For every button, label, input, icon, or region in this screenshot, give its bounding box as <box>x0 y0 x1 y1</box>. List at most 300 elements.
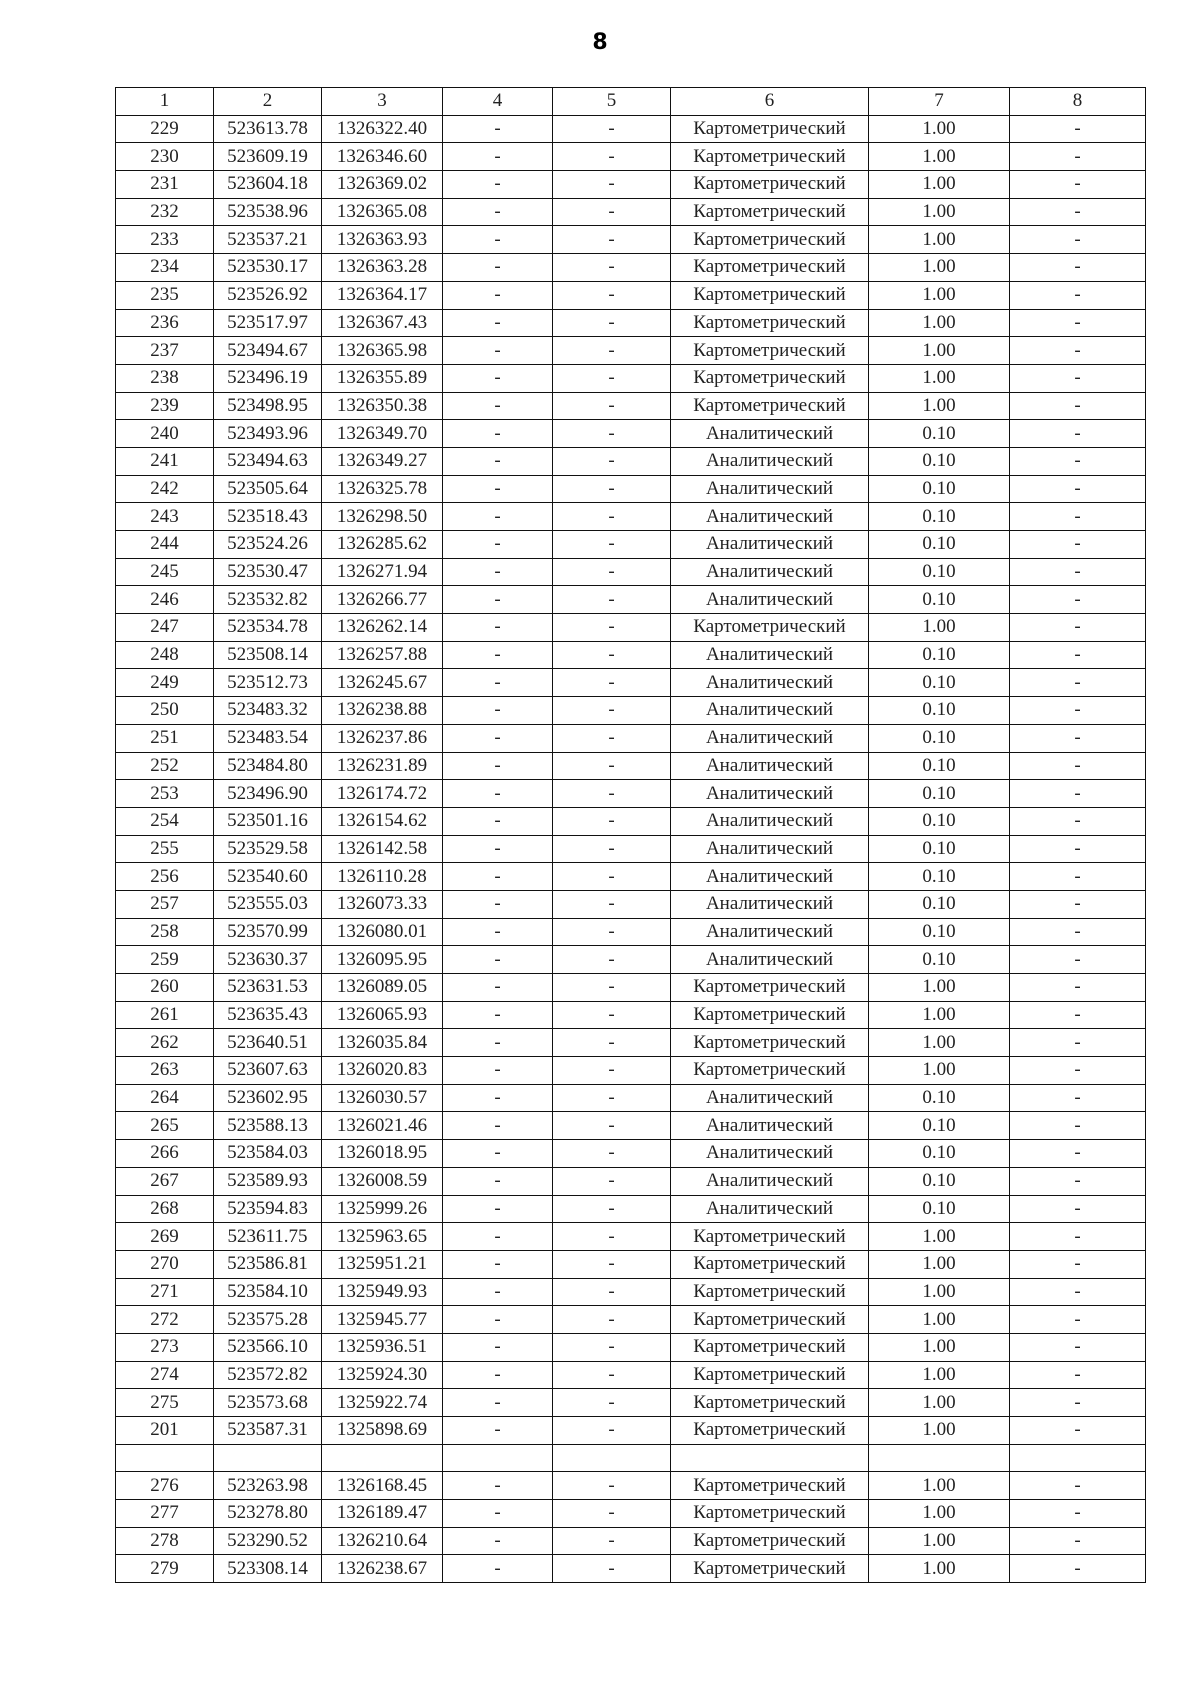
table-cell-col8: - <box>1010 254 1146 282</box>
table-cell-col4: - <box>443 558 553 586</box>
table-cell-col5: - <box>553 198 671 226</box>
table-cell-col2: 523530.47 <box>214 558 322 586</box>
table-cell-col5: - <box>553 171 671 199</box>
table-cell-col2: 523517.97 <box>214 309 322 337</box>
table-cell-col1: 248 <box>116 641 214 669</box>
table-cell-col2: 523540.60 <box>214 863 322 891</box>
table-row <box>116 1029 1146 1057</box>
table-cell-col8: - <box>1010 198 1146 226</box>
table-cell-col5: - <box>553 420 671 448</box>
table-cell-col5: - <box>553 392 671 420</box>
table-cell-col1: 255 <box>116 835 214 863</box>
table-cell-col7: 1.00 <box>869 281 1010 309</box>
table-cell-col8: - <box>1010 1223 1146 1251</box>
table-cell-col5: - <box>553 1112 671 1140</box>
table-cell-col6: Аналитический <box>671 1167 869 1195</box>
table-cell-col4: - <box>443 143 553 171</box>
table-cell-col4: - <box>443 1333 553 1361</box>
table-cell-col2: 523584.03 <box>214 1140 322 1168</box>
table-cell-col3: 1326262.14 <box>322 614 443 642</box>
table-cell-col7: 0.10 <box>869 641 1010 669</box>
coordinates-table <box>115 87 1146 1583</box>
table-cell-col1: 260 <box>116 974 214 1002</box>
table-cell-col4: - <box>443 1084 553 1112</box>
table-cell-col2: 523572.82 <box>214 1361 322 1389</box>
table-cell-col3: 1326095.95 <box>322 946 443 974</box>
table-cell-col2: 523493.96 <box>214 420 322 448</box>
table-cell-col8: - <box>1010 1361 1146 1389</box>
table-cell-col5: - <box>553 614 671 642</box>
table-cell-col7: 1.00 <box>869 1527 1010 1555</box>
table-cell-col7: 0.10 <box>869 863 1010 891</box>
table-cell-col8: - <box>1010 1140 1146 1168</box>
table-cell-col4: - <box>443 614 553 642</box>
table-cell-col4: - <box>443 198 553 226</box>
table-cell-col7: 0.10 <box>869 807 1010 835</box>
table-cell-col5: - <box>553 447 671 475</box>
table-cell-col7: 0.10 <box>869 558 1010 586</box>
table-cell-col2: 523586.81 <box>214 1250 322 1278</box>
table-row <box>116 143 1146 171</box>
table-cell-col6: Аналитический <box>671 475 869 503</box>
table-cell-col1: 247 <box>116 614 214 642</box>
table-row <box>116 420 1146 448</box>
table-cell-col2: 523555.03 <box>214 890 322 918</box>
table-cell-col8: - <box>1010 1167 1146 1195</box>
table-cell-col6: Аналитический <box>671 752 869 780</box>
table-row <box>116 724 1146 752</box>
table-cell-col6: Картометрический <box>671 974 869 1002</box>
table-cell-col2: 523512.73 <box>214 669 322 697</box>
table-cell-col3: 1326349.27 <box>322 447 443 475</box>
table-cell-col4: - <box>443 724 553 752</box>
table-cell-col8: - <box>1010 614 1146 642</box>
table-row <box>116 558 1146 586</box>
column-header-1: 1 <box>116 88 214 116</box>
table-cell-col5: - <box>553 1195 671 1223</box>
table-cell-col5: - <box>553 974 671 1002</box>
table-cell-col5: - <box>553 890 671 918</box>
table-cell-col8: - <box>1010 1555 1146 1583</box>
table-cell-col8: - <box>1010 724 1146 752</box>
table-cell-col3: 1326238.67 <box>322 1555 443 1583</box>
table-cell-col1: 238 <box>116 364 214 392</box>
table-cell-col4: - <box>443 1555 553 1583</box>
table-cell-col3: 1326298.50 <box>322 503 443 531</box>
table-cell-col7: 1.00 <box>869 1472 1010 1500</box>
table-cell-col7: 0.10 <box>869 475 1010 503</box>
table-cell-col8: - <box>1010 226 1146 254</box>
table-row <box>116 807 1146 835</box>
table-cell-col8: - <box>1010 1057 1146 1085</box>
table-cell-col1: 231 <box>116 171 214 199</box>
table-cell-col1: 257 <box>116 890 214 918</box>
table-row <box>116 1057 1146 1085</box>
table-cell-col3: 1326174.72 <box>322 780 443 808</box>
table-cell-col3: 1326369.02 <box>322 171 443 199</box>
table-cell-col2: 523613.78 <box>214 115 322 143</box>
table-cell-col4: - <box>443 946 553 974</box>
table-cell-col5: - <box>553 1389 671 1417</box>
table-cell-col6: Аналитический <box>671 890 869 918</box>
table-cell-col2: 523308.14 <box>214 1555 322 1583</box>
table-cell-col2: 523631.53 <box>214 974 322 1002</box>
table-cell-col4: - <box>443 669 553 697</box>
table-cell-col5: - <box>553 1029 671 1057</box>
table-row <box>116 198 1146 226</box>
table-cell-col6: Аналитический <box>671 918 869 946</box>
table-cell-col6: Картометрический <box>671 1306 869 1334</box>
table-cell-col1: 266 <box>116 1140 214 1168</box>
table-row <box>116 697 1146 725</box>
table-cell-col3: 1326238.88 <box>322 697 443 725</box>
table-cell-col6: Картометрический <box>671 1029 869 1057</box>
table-cell-col5: - <box>553 1527 671 1555</box>
table-cell-col7: 0.10 <box>869 946 1010 974</box>
table-row <box>116 669 1146 697</box>
table-cell-col8: - <box>1010 115 1146 143</box>
table-cell-col4: - <box>443 392 553 420</box>
table-cell-col5: - <box>553 1472 671 1500</box>
table-row <box>116 974 1146 1002</box>
table-cell-col3: 1325951.21 <box>322 1250 443 1278</box>
table-cell-col8: - <box>1010 503 1146 531</box>
table-cell-col3: 1325949.93 <box>322 1278 443 1306</box>
table-cell-col1: 259 <box>116 946 214 974</box>
table-cell-col6: Картометрический <box>671 1057 869 1085</box>
table-cell-col4: - <box>443 475 553 503</box>
table-cell-col8: - <box>1010 1195 1146 1223</box>
table-cell-col1: 246 <box>116 586 214 614</box>
table-cell-col8: - <box>1010 1333 1146 1361</box>
table-cell-col1: 242 <box>116 475 214 503</box>
table-cell-col5: - <box>553 724 671 752</box>
table-cell-col7: 0.10 <box>869 697 1010 725</box>
table-cell-col6: Картометрический <box>671 337 869 365</box>
table-cell-col7: 0.10 <box>869 835 1010 863</box>
table-cell-col1: 245 <box>116 558 214 586</box>
table-cell-col1: 201 <box>116 1417 214 1445</box>
table-cell-col7: 0.10 <box>869 447 1010 475</box>
table-cell-col8: - <box>1010 641 1146 669</box>
table-cell-col4: - <box>443 1001 553 1029</box>
table-cell-col3: 1326325.78 <box>322 475 443 503</box>
table-cell-col6: Картометрический <box>671 1001 869 1029</box>
table-cell-col8: - <box>1010 392 1146 420</box>
table-cell-col8: - <box>1010 531 1146 559</box>
column-header-5: 5 <box>553 88 671 116</box>
table-row <box>116 1472 1146 1500</box>
table-cell-col8: - <box>1010 364 1146 392</box>
table-row <box>116 1306 1146 1334</box>
table-cell-col7: 1.00 <box>869 364 1010 392</box>
table-cell-col4: - <box>443 1057 553 1085</box>
table-cell-col1: 267 <box>116 1167 214 1195</box>
table-cell-col5: - <box>553 1084 671 1112</box>
table-cell-col2: 523594.83 <box>214 1195 322 1223</box>
table-cell-col3: 1326349.70 <box>322 420 443 448</box>
page-number: 8 <box>592 30 608 55</box>
table-cell-col2: 523570.99 <box>214 918 322 946</box>
table-cell-col4: - <box>443 1306 553 1334</box>
table-cell-col3: 1326030.57 <box>322 1084 443 1112</box>
table-cell-col7: 0.10 <box>869 1167 1010 1195</box>
table-cell-col8: - <box>1010 918 1146 946</box>
table-cell-col1: 269 <box>116 1223 214 1251</box>
table-row <box>116 309 1146 337</box>
table-cell-col3: 1325936.51 <box>322 1333 443 1361</box>
table-cell-col7: 1.00 <box>869 1306 1010 1334</box>
table-cell-col1: 251 <box>116 724 214 752</box>
table-cell-col2: 523573.68 <box>214 1389 322 1417</box>
table-row <box>116 1527 1146 1555</box>
table-cell-col4: - <box>443 364 553 392</box>
table-cell-col7: 1.00 <box>869 1417 1010 1445</box>
table-cell-col3: 1326363.93 <box>322 226 443 254</box>
table-cell-col7: 1.00 <box>869 1278 1010 1306</box>
table-cell-col5: - <box>553 1057 671 1085</box>
table-cell-col7: 1.00 <box>869 1001 1010 1029</box>
table-cell-col3: 1326237.86 <box>322 724 443 752</box>
table-cell-col5: - <box>553 115 671 143</box>
table-cell-col2: 523263.98 <box>214 1472 322 1500</box>
table-cell-col7: 1.00 <box>869 337 1010 365</box>
table-row <box>116 1555 1146 1583</box>
table-cell-col4: - <box>443 115 553 143</box>
table-cell-col7: 1.00 <box>869 1333 1010 1361</box>
table-row <box>116 863 1146 891</box>
table-cell-col6: Картометрический <box>671 198 869 226</box>
table-cell-col7: 1.00 <box>869 1250 1010 1278</box>
table-cell-col1: 253 <box>116 780 214 808</box>
table-cell-col1: 250 <box>116 697 214 725</box>
table-cell-col6: Картометрический <box>671 226 869 254</box>
table-cell-col7: 1.00 <box>869 198 1010 226</box>
table-cell-col8: - <box>1010 780 1146 808</box>
table-cell-col2: 523566.10 <box>214 1333 322 1361</box>
table-row <box>116 835 1146 863</box>
table-cell-col2: 523587.31 <box>214 1417 322 1445</box>
table-cell-col6: Аналитический <box>671 1140 869 1168</box>
table-cell-col7: 0.10 <box>869 724 1010 752</box>
table-cell-col2: 523589.93 <box>214 1167 322 1195</box>
table-cell-col8: - <box>1010 171 1146 199</box>
table-cell-col1: 273 <box>116 1333 214 1361</box>
table-cell-col5: - <box>553 752 671 780</box>
table-cell-col6: Картометрический <box>671 309 869 337</box>
table-cell-col5: - <box>553 503 671 531</box>
table-cell-col8: - <box>1010 558 1146 586</box>
table-cell-col4: - <box>443 447 553 475</box>
column-header-7: 7 <box>869 88 1010 116</box>
table-cell-col3: 1325945.77 <box>322 1306 443 1334</box>
table-cell-col6: Картометрический <box>671 1361 869 1389</box>
table-cell-col7: 1.00 <box>869 614 1010 642</box>
table-cell-col8: - <box>1010 1527 1146 1555</box>
table-cell-col5: - <box>553 1500 671 1528</box>
table-cell-col2: 523496.90 <box>214 780 322 808</box>
table-cell-col2: 523640.51 <box>214 1029 322 1057</box>
table-cell-col3: 1325963.65 <box>322 1223 443 1251</box>
table-cell-col3: 1325922.74 <box>322 1389 443 1417</box>
table-cell-col8: - <box>1010 974 1146 1002</box>
table-cell-col7: 1.00 <box>869 1057 1010 1085</box>
table-row <box>116 337 1146 365</box>
table-cell-col7: 1.00 <box>869 171 1010 199</box>
table-cell-col5: - <box>553 1001 671 1029</box>
table-cell-col7: 0.10 <box>869 1140 1010 1168</box>
table-cell-col8: - <box>1010 1500 1146 1528</box>
table-cell-col6: Картометрический <box>671 171 869 199</box>
table-row <box>116 1112 1146 1140</box>
table-header <box>116 88 1146 116</box>
table-cell-col7: 0.10 <box>869 1084 1010 1112</box>
table-cell-col3: 1325924.30 <box>322 1361 443 1389</box>
table-row <box>116 1195 1146 1223</box>
table-cell-col5: - <box>553 558 671 586</box>
table-cell-col3: 1326231.89 <box>322 752 443 780</box>
table-cell-col6: Аналитический <box>671 1084 869 1112</box>
table-row <box>116 171 1146 199</box>
table-cell-col6: Картометрический <box>671 1472 869 1500</box>
table-cell-col2: 523630.37 <box>214 946 322 974</box>
table-cell-col6: Картометрический <box>671 1500 869 1528</box>
table-row <box>116 475 1146 503</box>
table-cell-col5: - <box>553 1140 671 1168</box>
table-cell-col6: Картометрический <box>671 1417 869 1445</box>
table-cell-col5: - <box>553 1361 671 1389</box>
table-cell-col3: 1326020.83 <box>322 1057 443 1085</box>
table-cell-col5: - <box>553 1278 671 1306</box>
table-cell-col1: 261 <box>116 1001 214 1029</box>
table-cell-col5: - <box>553 337 671 365</box>
table-cell-col2: 523575.28 <box>214 1306 322 1334</box>
table-cell-col1: 263 <box>116 1057 214 1085</box>
table-cell-col4: - <box>443 226 553 254</box>
table-cell-col7: 0.10 <box>869 420 1010 448</box>
table-row <box>116 503 1146 531</box>
table-cell-col3: 1326257.88 <box>322 641 443 669</box>
table-cell-col4: - <box>443 503 553 531</box>
table-cell-col6: Аналитический <box>671 724 869 752</box>
table-cell-col8: - <box>1010 1306 1146 1334</box>
table-cell-col1: 249 <box>116 669 214 697</box>
table-cell-col8: - <box>1010 1084 1146 1112</box>
table-cell-col4: - <box>443 1527 553 1555</box>
table-cell-col6: Аналитический <box>671 1195 869 1223</box>
table-cell-col5: - <box>553 669 671 697</box>
table-cell-col4: - <box>443 281 553 309</box>
table-cell-col1: 274 <box>116 1361 214 1389</box>
table-cell-col5: - <box>553 1223 671 1251</box>
table-cell-col4: - <box>443 807 553 835</box>
table-cell-col6: Аналитический <box>671 1112 869 1140</box>
table-cell-col6: Аналитический <box>671 697 869 725</box>
table-cell-col6: Аналитический <box>671 531 869 559</box>
table-cell-col4: - <box>443 1195 553 1223</box>
table-cell-col3: 1326365.98 <box>322 337 443 365</box>
table-cell-col2: 523532.82 <box>214 586 322 614</box>
table-cell-col3: 1326271.94 <box>322 558 443 586</box>
table-cell-col1: 229 <box>116 115 214 143</box>
table-cell-col5: - <box>553 281 671 309</box>
table-cell-col6: Картометрический <box>671 1223 869 1251</box>
table-cell-col6: Аналитический <box>671 807 869 835</box>
table-cell-col3: 1326322.40 <box>322 115 443 143</box>
table-cell-col6: Аналитический <box>671 641 869 669</box>
table-cell-col6: Картометрический <box>671 1278 869 1306</box>
table-cell-col3: 1326080.01 <box>322 918 443 946</box>
table-row <box>116 614 1146 642</box>
table-cell-col6: Аналитический <box>671 558 869 586</box>
table-cell-col1 <box>116 1444 214 1472</box>
table-cell-col8: - <box>1010 337 1146 365</box>
table-cell-col5: - <box>553 1250 671 1278</box>
table-cell-col6: Аналитический <box>671 447 869 475</box>
table-row <box>116 641 1146 669</box>
table-cell-col4: - <box>443 586 553 614</box>
table-cell-col1: 256 <box>116 863 214 891</box>
table-cell-col5: - <box>553 143 671 171</box>
table-cell-col2: 523518.43 <box>214 503 322 531</box>
table-cell-col7: 1.00 <box>869 1500 1010 1528</box>
table-cell-col7: 1.00 <box>869 143 1010 171</box>
table-cell-col5: - <box>553 946 671 974</box>
table-cell-col6: Аналитический <box>671 503 869 531</box>
table-cell-col4: - <box>443 641 553 669</box>
table-cell-col7 <box>869 1444 1010 1472</box>
table-cell-col4: - <box>443 1140 553 1168</box>
table-row <box>116 890 1146 918</box>
column-header-6: 6 <box>671 88 869 116</box>
table-cell-col8: - <box>1010 1278 1146 1306</box>
table-cell-col3: 1326350.38 <box>322 392 443 420</box>
column-header-4: 4 <box>443 88 553 116</box>
table-cell-col4: - <box>443 171 553 199</box>
table-cell-col8: - <box>1010 420 1146 448</box>
table-cell-col7: 0.10 <box>869 1112 1010 1140</box>
table-cell-col4: - <box>443 863 553 891</box>
table-row <box>116 1223 1146 1251</box>
table-cell-col2: 523494.67 <box>214 337 322 365</box>
table-cell-col7: 1.00 <box>869 1555 1010 1583</box>
table-cell-col8: - <box>1010 752 1146 780</box>
table-cell-col5: - <box>553 1417 671 1445</box>
table-cell-col6: Аналитический <box>671 946 869 974</box>
table-cell-col1: 279 <box>116 1555 214 1583</box>
table-cell-col6: Аналитический <box>671 586 869 614</box>
table-cell-col4: - <box>443 1167 553 1195</box>
table-cell-col5: - <box>553 641 671 669</box>
table-cell-col3: 1326210.64 <box>322 1527 443 1555</box>
table-row <box>116 1140 1146 1168</box>
table-cell-col8: - <box>1010 835 1146 863</box>
table-cell-col2: 523537.21 <box>214 226 322 254</box>
table-cell-col7: 0.10 <box>869 780 1010 808</box>
table-cell-col6: Картометрический <box>671 1555 869 1583</box>
table-cell-col4: - <box>443 1417 553 1445</box>
table-cell-col1: 235 <box>116 281 214 309</box>
table-cell-col6: Аналитический <box>671 780 869 808</box>
table-cell-col4: - <box>443 890 553 918</box>
table-cell-col4: - <box>443 780 553 808</box>
table-cell-col5: - <box>553 1555 671 1583</box>
table-body <box>116 115 1146 1582</box>
table-cell-col4: - <box>443 835 553 863</box>
table-cell-col4: - <box>443 1389 553 1417</box>
table-cell-col2: 523483.54 <box>214 724 322 752</box>
table-cell-col3: 1326073.33 <box>322 890 443 918</box>
